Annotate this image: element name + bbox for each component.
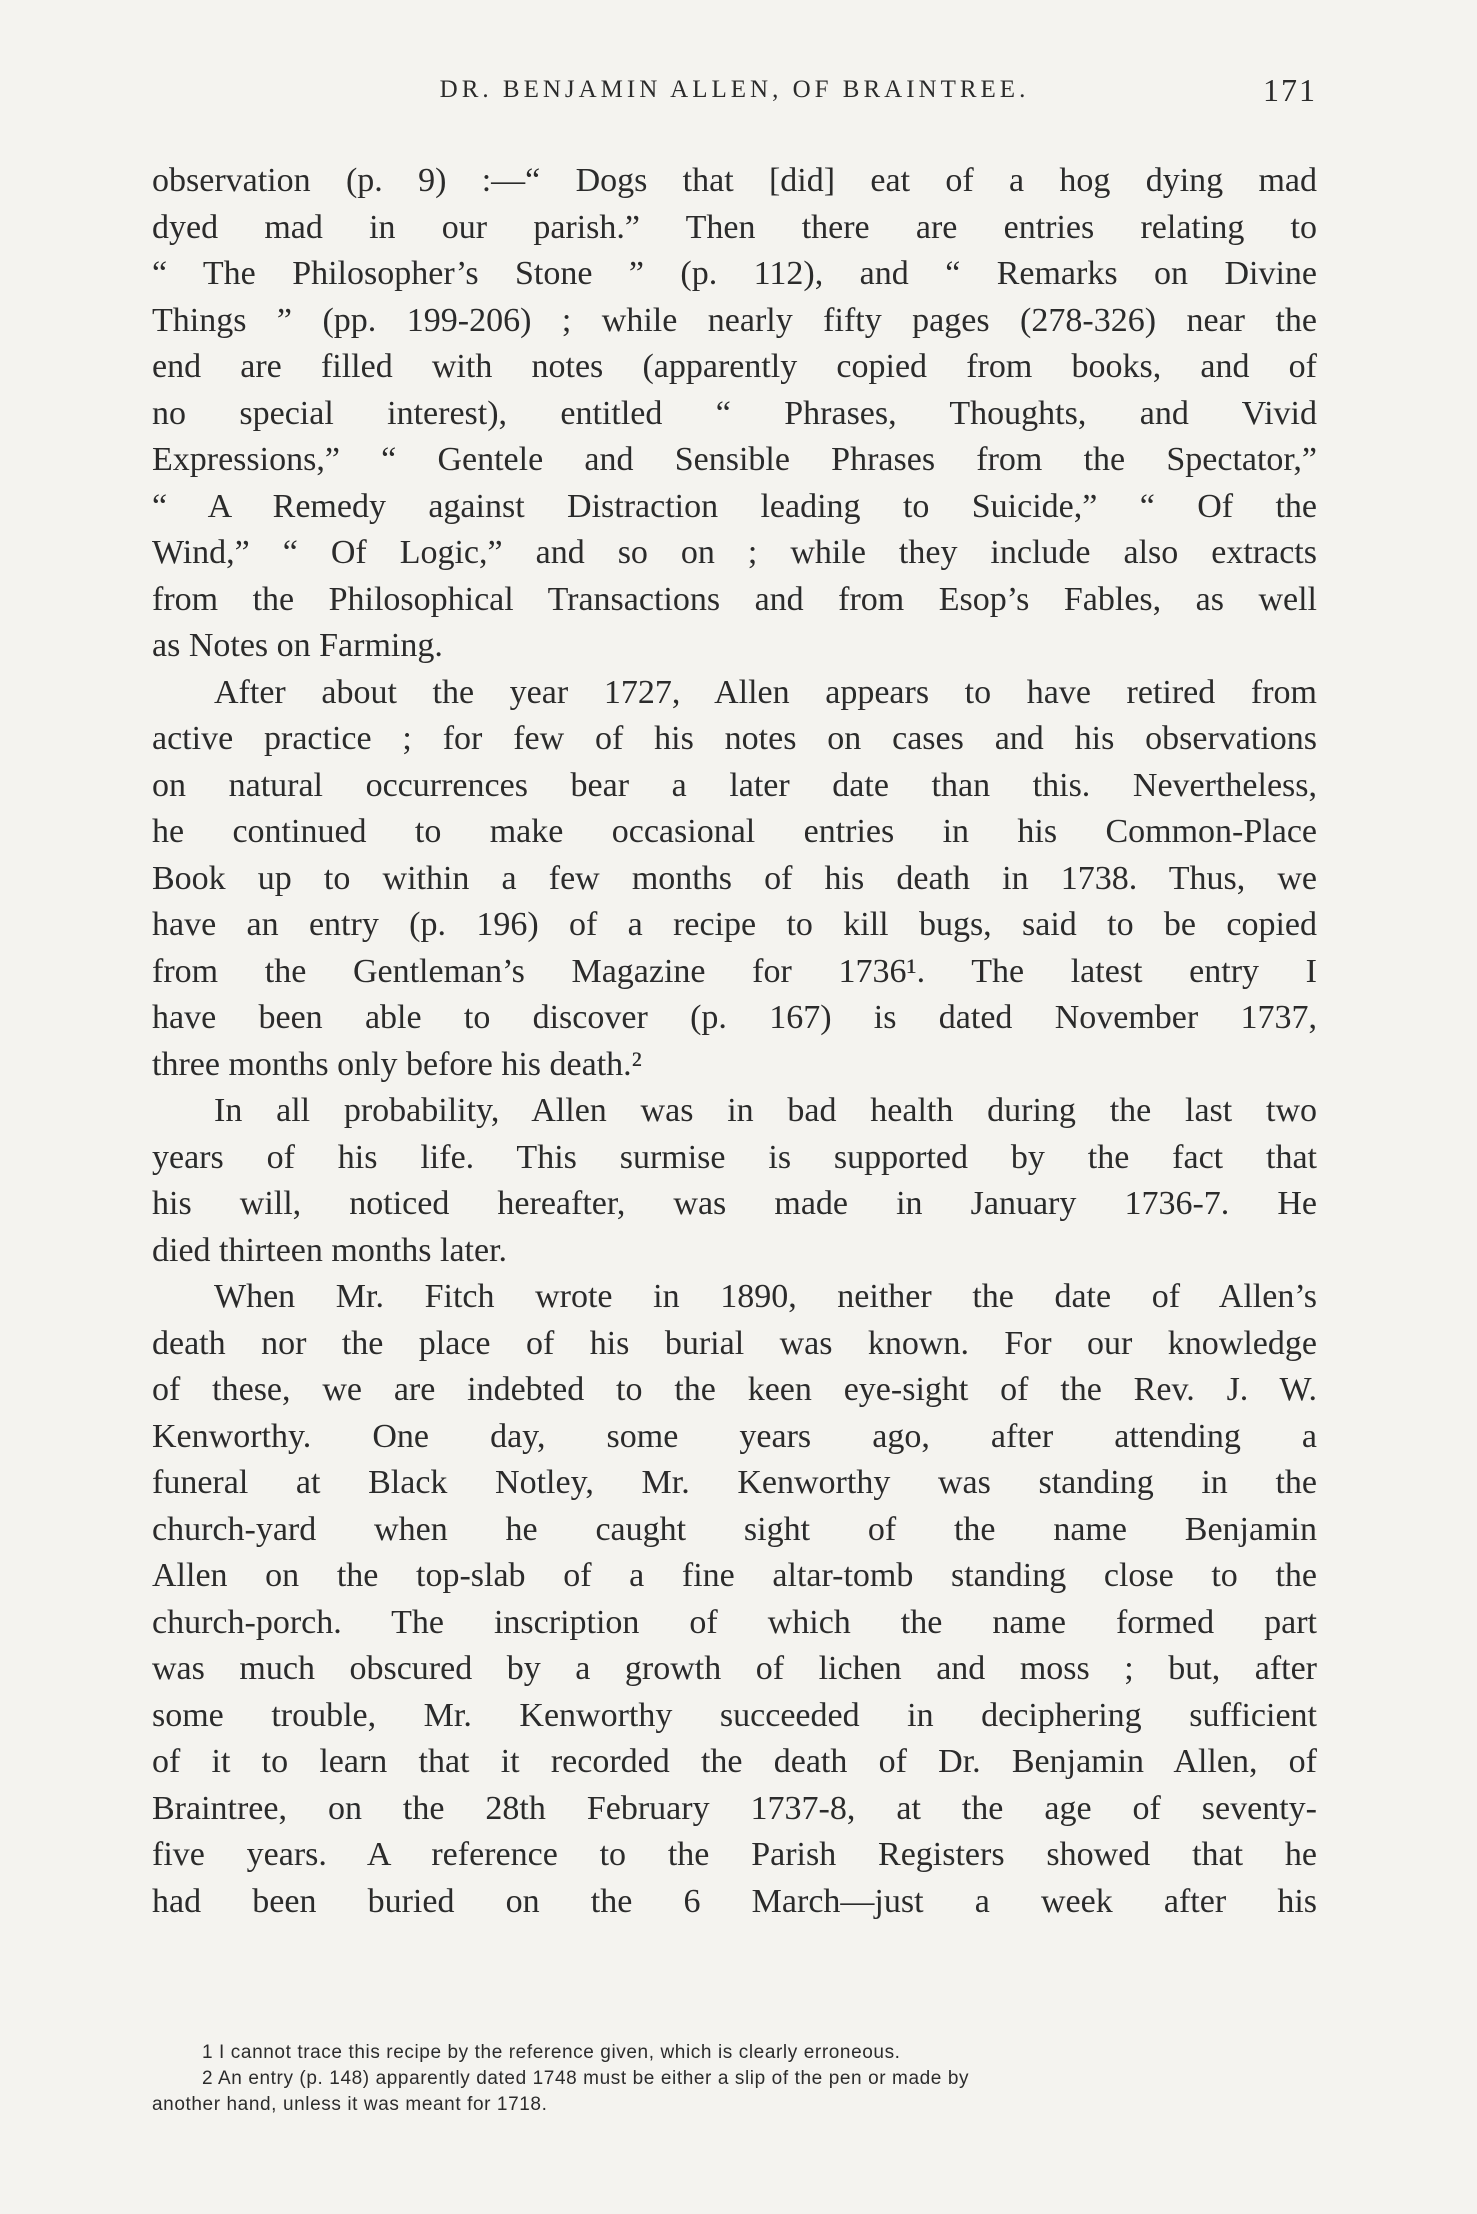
text-line: church-yard when he caught sight of the name Benjamin <box>152 1510 1317 1548</box>
text-line: some trouble, Mr. Kenworthy succeeded in deciphering sufficient <box>152 1696 1317 1734</box>
text-line: no special interest), entitled “ Phrases, Thoughts, and Vivid <box>152 394 1317 432</box>
text-line: was much obscured by a growth of lichen and moss ; but, after <box>152 1650 1317 1687</box>
text-line: After about the year 1727, Allen appears to have retired from <box>214 673 1317 711</box>
text-line: three months only before his death.² <box>152 1045 642 1083</box>
text-line: of these, we are indebted to the keen eye-sight of the Rev. J. W. <box>152 1371 1317 1408</box>
text-line: active practice ; for few of his notes on cases and his observations <box>152 720 1317 757</box>
running-head <box>152 72 1317 112</box>
page-number: 171 <box>1263 72 1317 108</box>
text-line: observation (p. 9) :—“ Dogs that [did] eat of a hog dying mad <box>152 162 1317 199</box>
text-line: died thirteen months later. <box>152 1231 508 1269</box>
text-line: from the Gentleman’s Magazine for 1736¹. The latest entry I <box>152 952 1317 990</box>
text-line: he continued to make occasional entries in his Common-Place <box>152 813 1317 850</box>
text-line: Braintree, on the 28th February 1737-8, at the age of seventy- <box>152 1789 1317 1827</box>
text-line: Wind,” “ Of Logic,” and so on ; while they include also extracts <box>152 534 1317 571</box>
text-line: Expressions,” “ Gentele and Sensible Phrases from the Spectator,” <box>152 441 1317 478</box>
text-line: When Mr. Fitch wrote in 1890, neither the date of Allen’s <box>214 1278 1317 1315</box>
text-line: dyed mad in our parish.” Then there are entries relating to <box>152 208 1317 246</box>
body-text <box>152 158 1317 1925</box>
text-line: funeral at Black Notley, Mr. Kenworthy was standing in the <box>152 1464 1317 1501</box>
text-line: Allen on the top-slab of a fine altar-tomb standing close to the <box>152 1557 1317 1594</box>
text-line: In all probability, Allen was in bad health during the last two <box>214 1092 1317 1129</box>
text-line: as Notes on Farming. <box>152 627 443 664</box>
running-title: DR. BENJAMIN ALLEN, OF BRAINTREE. <box>439 76 1030 103</box>
text-line: on natural occurrences bear a later date than this. Nevertheless, <box>152 766 1317 804</box>
text-line: his will, noticed hereafter, was made in January 1736-7. He <box>152 1185 1317 1222</box>
text-line: “ A Remedy against Distraction leading to Suicide,” “ Of the <box>152 487 1317 525</box>
text-line: had been buried on the 6 March—just a week after his <box>152 1882 1317 1920</box>
text-line: Things ” (pp. 199-206) ; while nearly fifty pages (278-326) near the <box>152 301 1317 339</box>
text-line: Kenworthy. One day, some years ago, after attending a <box>152 1417 1317 1455</box>
text-line: death nor the place of his burial was known. For our knowledge <box>152 1324 1317 1362</box>
text-line: years of his life. This surmise is supported by the fact that <box>152 1138 1317 1176</box>
text-line: Book up to within a few months of his death in 1738. Thus, we <box>152 859 1317 897</box>
footnote-1: 1 I cannot trace this recipe by the reference given, which is clearly erroneous. <box>202 2042 901 2063</box>
text-line: end are filled with notes (apparently copied from books, and of <box>152 348 1317 385</box>
text-line: of it to learn that it recorded the death of Dr. Benjamin Allen, of <box>152 1743 1317 1780</box>
text-line: five years. A reference to the Parish Registers showed that he <box>152 1836 1317 1873</box>
footnote-2-continued: another hand, unless it was meant for 1718. <box>152 2094 548 2115</box>
text-line: have an entry (p. 196) of a recipe to kill bugs, said to be copied <box>152 906 1317 943</box>
text-line: have been able to discover (p. 167) is dated November 1737, <box>152 999 1317 1036</box>
text-line: church-porch. The inscription of which the name formed part <box>152 1603 1317 1641</box>
text-line: from the Philosophical Transactions and from Esop’s Fables, as well <box>152 580 1317 618</box>
text-line: “ The Philosopher’s Stone ” (p. 112), and “ Remarks on Divine <box>152 255 1317 292</box>
footnote-2: 2 An entry (p. 148) apparently dated 1748 must be either a slip of the pen or made by <box>202 2068 970 2089</box>
footnotes <box>152 2040 1317 2118</box>
